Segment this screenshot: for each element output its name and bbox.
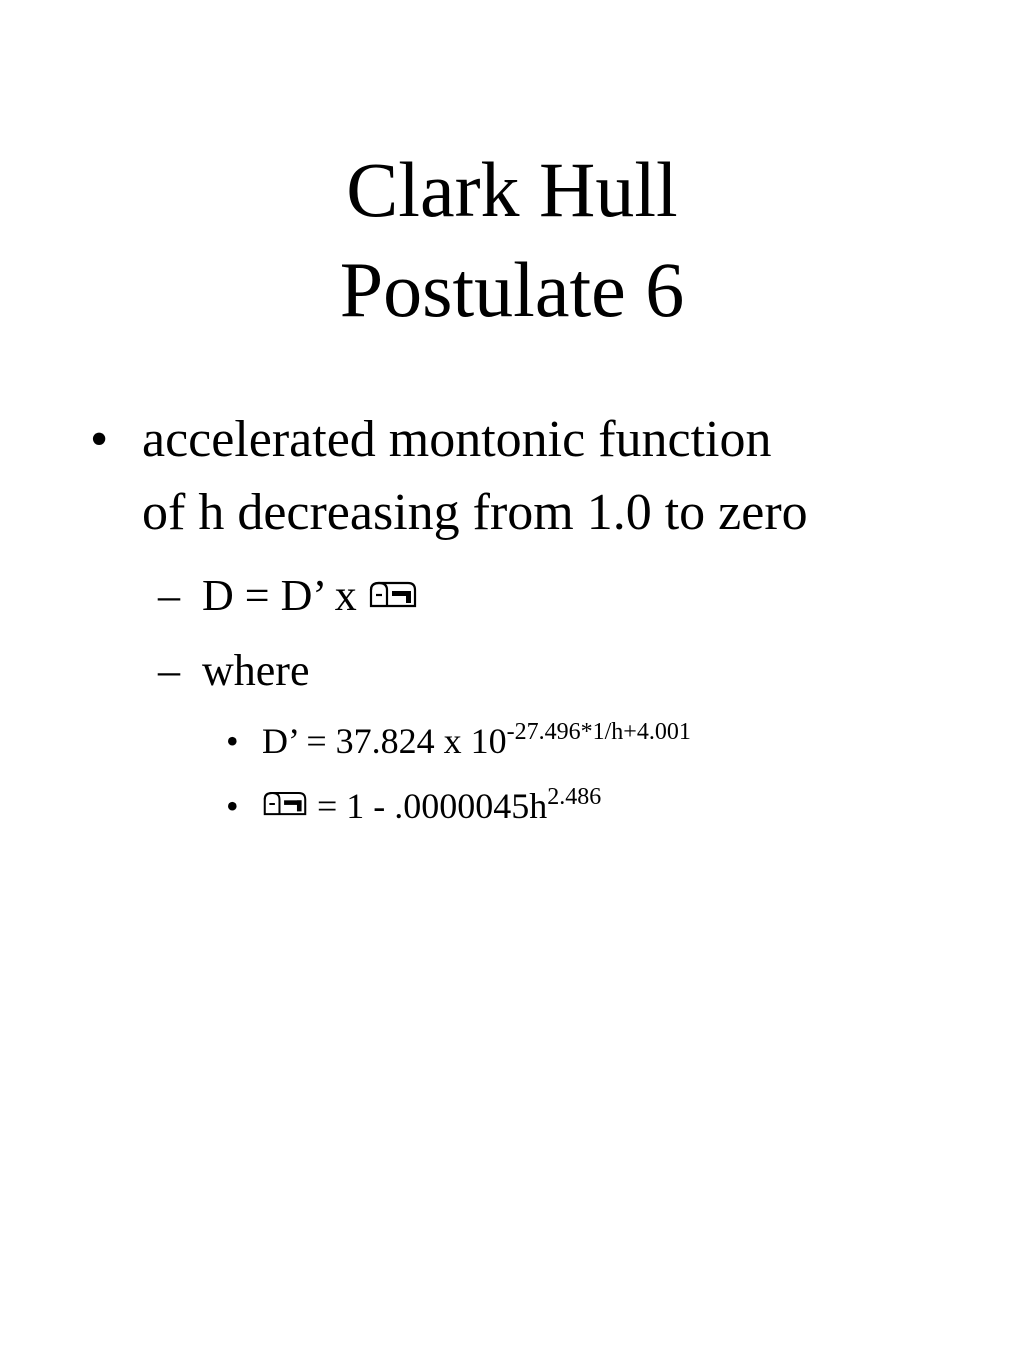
sub-bullet-formula (202, 568, 418, 628)
sub-bullet-formula-text: D = D’ x (202, 571, 357, 620)
symbol-equation-text: = 1 - .0000045h (317, 786, 548, 826)
sub-bullet-marker: – (158, 571, 180, 620)
symbol-equation-exponent: 2.486 (547, 784, 602, 810)
d-prime-equation (262, 718, 691, 764)
sub-bullet-where: where (202, 646, 310, 695)
symbol-equation (262, 783, 601, 833)
slide-title-line-1: Clark Hull (346, 146, 678, 233)
d-prime-exponent: -27.496*1/h+4.001 (506, 719, 691, 745)
bullet-text-line-2: of h decreasing from 1.0 to zero (142, 484, 808, 541)
bullet-text-line-1: accelerated montonic function (142, 411, 772, 468)
mailbox-icon (368, 568, 418, 624)
sub-bullet-marker: – (158, 646, 180, 695)
slide-title-line-2: Postulate 6 (339, 246, 685, 333)
sub-sub-bullet-marker: • (226, 786, 239, 826)
sub-sub-bullet-marker: • (226, 721, 239, 761)
mailbox-icon (262, 783, 308, 829)
d-prime-equation-text: D’ = 37.824 x 10 (262, 721, 507, 761)
bullet-marker: • (90, 411, 109, 468)
